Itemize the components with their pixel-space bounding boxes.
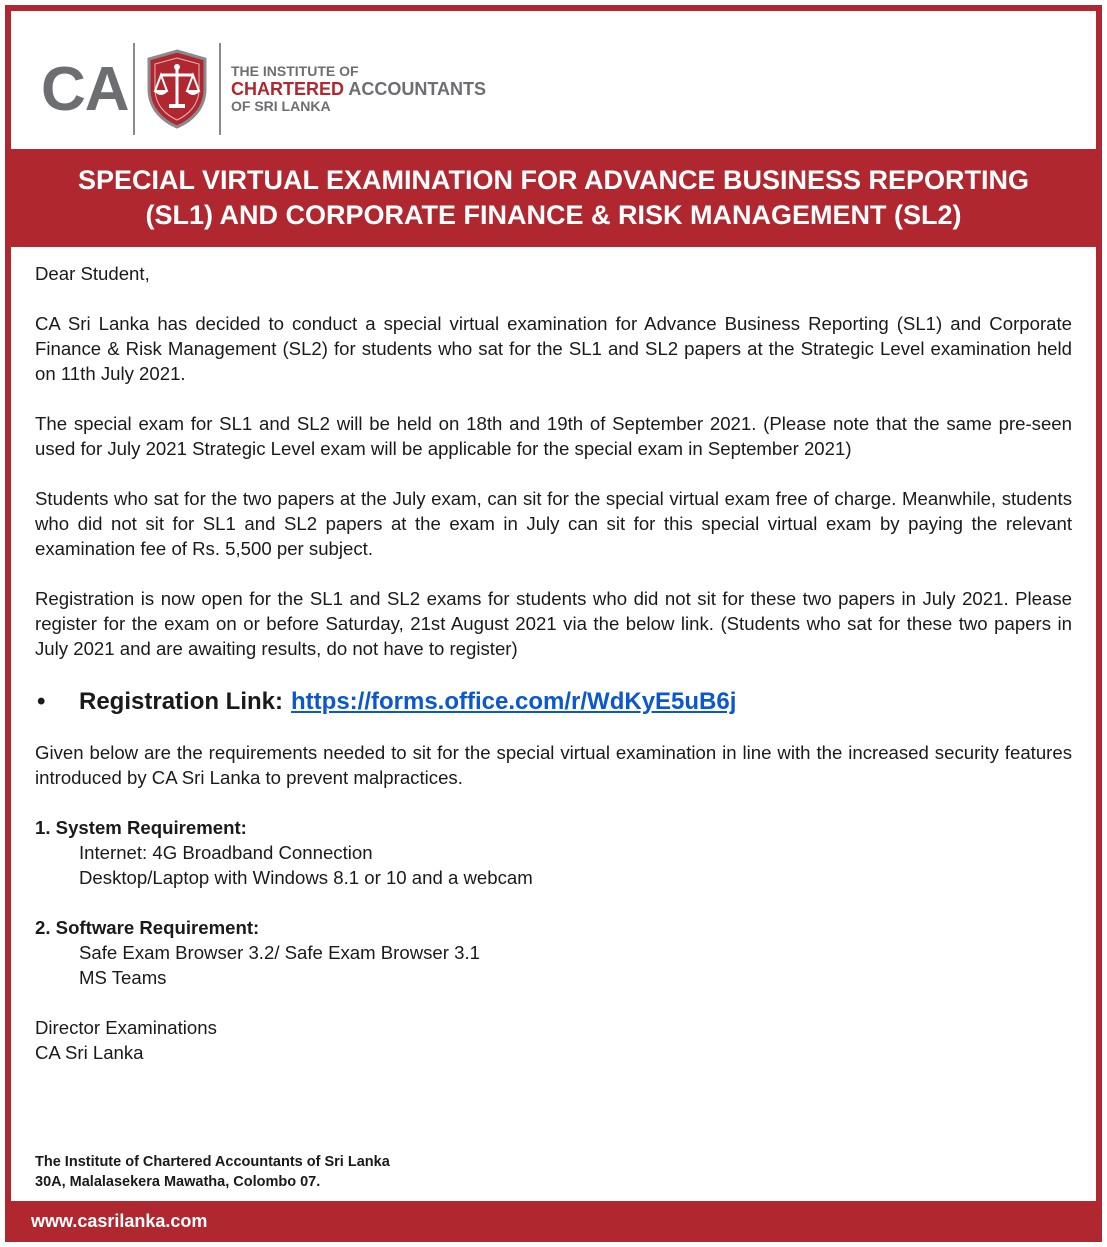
logo-divider-2 <box>219 43 221 135</box>
notice-title-line2: (SL1) AND CORPORATE FINANCE & RISK MANAGEMENT (SL2) <box>145 200 962 230</box>
org-name-accountants: ACCOUNTANTS <box>348 79 487 99</box>
registration-label: Registration Link: <box>79 688 284 715</box>
notice-title-line1: SPECIAL VIRTUAL EXAMINATION FOR ADVANCE BUSINESS REPORTING <box>77 165 1030 195</box>
software-requirement-heading: 2. Software Requirement: <box>35 917 260 938</box>
paragraph-3: Students who sat for the two papers at the July exam, can sit for the special virtual exam free of charge. Meanwhile, students who did not sit for SL1 and SL2 papers at the exam in July can sit for this special virtual exam by paying the relevant examination fee of Rs. 5,500 per subject. <box>35 488 1072 559</box>
footer-band <box>11 1201 1096 1242</box>
signoff-org: CA Sri Lanka <box>35 1042 144 1063</box>
paragraph-4: Registration is now open for the SL1 and SL2 exams for students who did not sit for these two papers in July 2021. Please register for the exam on or before Saturday, 21st August 2021 via the below link. (Students who sat for these two papers in July 2021 and are awaiting results, do not have to register) <box>35 588 1072 659</box>
logo-divider <box>133 43 135 135</box>
paragraph-5: Given below are the requirements needed to sit for the special virtual examination in line with the increased security features introduced by CA Sri Lanka to prevent malpractices. <box>35 742 1072 788</box>
org-name-line3: OF SRI LANKA <box>231 98 331 114</box>
registration-link[interactable]: https://forms.office.com/r/WdKyE5uB6j <box>291 688 737 715</box>
logo-ca-mark: CA <box>41 54 129 124</box>
notice-body <box>35 261 1072 1065</box>
software-requirement-item: Safe Exam Browser 3.2/ Safe Exam Browser 3.1 <box>79 942 480 963</box>
system-requirement-heading: 1. System Requirement: <box>35 817 247 838</box>
org-name-chartered: CHARTERED <box>231 79 345 99</box>
registration-row <box>35 686 1072 718</box>
notice-frame <box>5 5 1102 1242</box>
logo <box>41 39 486 139</box>
software-requirement-item: MS Teams <box>79 967 167 988</box>
bullet: • <box>37 688 46 715</box>
footer-address <box>35 1152 390 1192</box>
footer-address-line2: 30A, Malalasekera Mawatha, Colombo 07. <box>35 1174 321 1190</box>
org-name-line1: THE INSTITUTE OF <box>231 63 359 79</box>
title-band <box>11 149 1096 247</box>
greeting: Dear Student, <box>35 263 150 284</box>
org-name <box>231 64 486 114</box>
notice-title <box>34 163 1074 233</box>
website-link[interactable]: www.casrilanka.com <box>31 1211 208 1231</box>
org-name-line2 <box>231 79 486 99</box>
signoff-title: Director Examinations <box>35 1017 217 1038</box>
system-requirement-item: Desktop/Laptop with Windows 8.1 or 10 and a webcam <box>79 867 533 888</box>
system-requirement-item: Internet: 4G Broadband Connection <box>79 842 373 863</box>
paragraph-1: CA Sri Lanka has decided to conduct a special virtual examination for Advance Business Reporting (SL1) and Corporate Finance & Risk Management (SL2) for students who sat for the SL1 and SL2 papers at the Strategic Level examination held on 11th July 2021. <box>35 313 1072 384</box>
scales-shield-icon <box>145 49 209 129</box>
paragraph-2: The special exam for SL1 and SL2 will be held on 18th and 19th of September 2021. (Please note that the same pre-seen used for July 2021 Strategic Level exam will be applicable for the special exam in September 2021) <box>35 413 1072 459</box>
footer-address-line1: The Institute of Chartered Accountants of Sri Lanka <box>35 1154 390 1170</box>
